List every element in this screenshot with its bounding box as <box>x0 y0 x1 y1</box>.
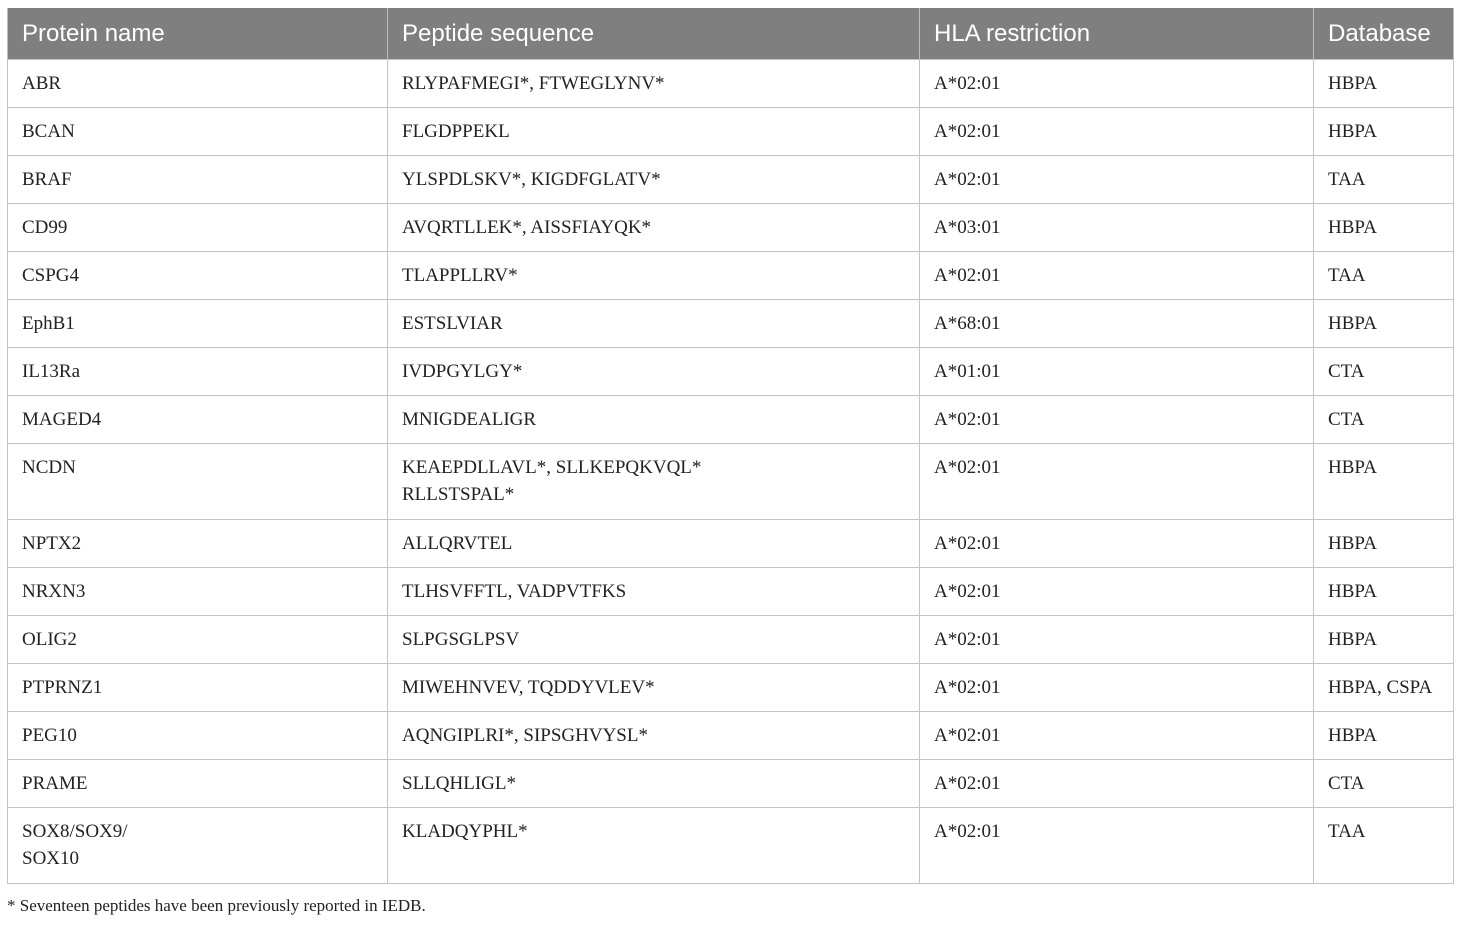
table-row <box>8 252 1454 300</box>
table-row <box>8 568 1454 616</box>
cell-database: TAA <box>1314 252 1454 300</box>
cell-hla-restriction: A*03:01 <box>920 204 1314 252</box>
cell-hla-restriction: A*02:01 <box>920 760 1314 808</box>
table-row <box>8 712 1454 760</box>
cell-database: CTA <box>1314 760 1454 808</box>
cell-protein-name: NPTX2 <box>8 520 388 568</box>
cell-database: CTA <box>1314 348 1454 396</box>
cell-peptide-sequence: RLYPAFMEGI*, FTWEGLYNV* <box>388 60 920 108</box>
cell-database: HBPA <box>1314 60 1454 108</box>
peptide-table <box>7 8 1454 884</box>
cell-database: TAA <box>1314 808 1454 884</box>
cell-peptide-sequence: IVDPGYLGY* <box>388 348 920 396</box>
peptide-table-container <box>7 8 1453 884</box>
cell-peptide-sequence: SLLQHLIGL* <box>388 760 920 808</box>
cell-database: HBPA <box>1314 520 1454 568</box>
cell-hla-restriction: A*02:01 <box>920 520 1314 568</box>
table-row <box>8 760 1454 808</box>
cell-database: HBPA <box>1314 568 1454 616</box>
cell-hla-restriction: A*02:01 <box>920 712 1314 760</box>
cell-protein-name: PTPRNZ1 <box>8 664 388 712</box>
cell-database: HBPA <box>1314 204 1454 252</box>
table-row <box>8 300 1454 348</box>
cell-protein-name: SOX8/SOX9/ SOX10 <box>8 808 388 884</box>
cell-database: HBPA <box>1314 300 1454 348</box>
cell-peptide-sequence: FLGDPPEKL <box>388 108 920 156</box>
cell-hla-restriction: A*02:01 <box>920 108 1314 156</box>
cell-hla-restriction: A*68:01 <box>920 300 1314 348</box>
table-row <box>8 520 1454 568</box>
cell-hla-restriction: A*02:01 <box>920 616 1314 664</box>
table-row <box>8 348 1454 396</box>
header-peptide-sequence: Peptide sequence <box>388 8 920 60</box>
header-hla-restriction: HLA restriction <box>920 8 1314 60</box>
header-database: Database <box>1314 8 1454 60</box>
table-row <box>8 108 1454 156</box>
cell-protein-name: IL13Ra <box>8 348 388 396</box>
cell-peptide-sequence: TLHSVFFTL, VADPVTFKS <box>388 568 920 616</box>
cell-peptide-sequence: ESTSLVIAR <box>388 300 920 348</box>
cell-peptide-sequence: SLPGSGLPSV <box>388 616 920 664</box>
cell-protein-name: CD99 <box>8 204 388 252</box>
table-header <box>8 8 1454 60</box>
table-footnote: * Seventeen peptides have been previously reported in IEDB. <box>7 896 426 915</box>
cell-peptide-sequence: MIWEHNVEV, TQDDYVLEV* <box>388 664 920 712</box>
table-row <box>8 156 1454 204</box>
cell-peptide-sequence: KLADQYPHL* <box>388 808 920 884</box>
table-row <box>8 60 1454 108</box>
cell-database: CTA <box>1314 396 1454 444</box>
cell-protein-name: EphB1 <box>8 300 388 348</box>
cell-database: HBPA <box>1314 444 1454 520</box>
cell-protein-name: NCDN <box>8 444 388 520</box>
cell-protein-name: NRXN3 <box>8 568 388 616</box>
cell-peptide-sequence: TLAPPLLRV* <box>388 252 920 300</box>
cell-database: HBPA <box>1314 712 1454 760</box>
cell-hla-restriction: A*01:01 <box>920 348 1314 396</box>
cell-peptide-sequence: ALLQRVTEL <box>388 520 920 568</box>
cell-protein-name: MAGED4 <box>8 396 388 444</box>
cell-database: HBPA, CSPA <box>1314 664 1454 712</box>
cell-protein-name: PRAME <box>8 760 388 808</box>
cell-protein-name: CSPG4 <box>8 252 388 300</box>
cell-protein-name: BCAN <box>8 108 388 156</box>
header-row <box>8 8 1454 60</box>
cell-peptide-sequence: AVQRTLLEK*, AISSFIAYQK* <box>388 204 920 252</box>
table-row <box>8 664 1454 712</box>
cell-hla-restriction: A*02:01 <box>920 156 1314 204</box>
cell-database: TAA <box>1314 156 1454 204</box>
table-row <box>8 444 1454 520</box>
header-protein-name: Protein name <box>8 8 388 60</box>
cell-protein-name: OLIG2 <box>8 616 388 664</box>
cell-hla-restriction: A*02:01 <box>920 252 1314 300</box>
cell-hla-restriction: A*02:01 <box>920 444 1314 520</box>
cell-hla-restriction: A*02:01 <box>920 568 1314 616</box>
cell-hla-restriction: A*02:01 <box>920 396 1314 444</box>
cell-protein-name: BRAF <box>8 156 388 204</box>
cell-database: HBPA <box>1314 108 1454 156</box>
cell-database: HBPA <box>1314 616 1454 664</box>
table-row <box>8 808 1454 884</box>
table-row <box>8 204 1454 252</box>
cell-peptide-sequence: YLSPDLSKV*, KIGDFGLATV* <box>388 156 920 204</box>
table-row <box>8 616 1454 664</box>
cell-peptide-sequence: AQNGIPLRI*, SIPSGHVYSL* <box>388 712 920 760</box>
cell-hla-restriction: A*02:01 <box>920 664 1314 712</box>
cell-protein-name: ABR <box>8 60 388 108</box>
cell-hla-restriction: A*02:01 <box>920 808 1314 884</box>
cell-peptide-sequence: MNIGDEALIGR <box>388 396 920 444</box>
cell-protein-name: PEG10 <box>8 712 388 760</box>
table-row <box>8 396 1454 444</box>
cell-hla-restriction: A*02:01 <box>920 60 1314 108</box>
cell-peptide-sequence: KEAEPDLLAVL*, SLLKEPQKVQL* RLLSTSPAL* <box>388 444 920 520</box>
table-body <box>8 60 1454 884</box>
